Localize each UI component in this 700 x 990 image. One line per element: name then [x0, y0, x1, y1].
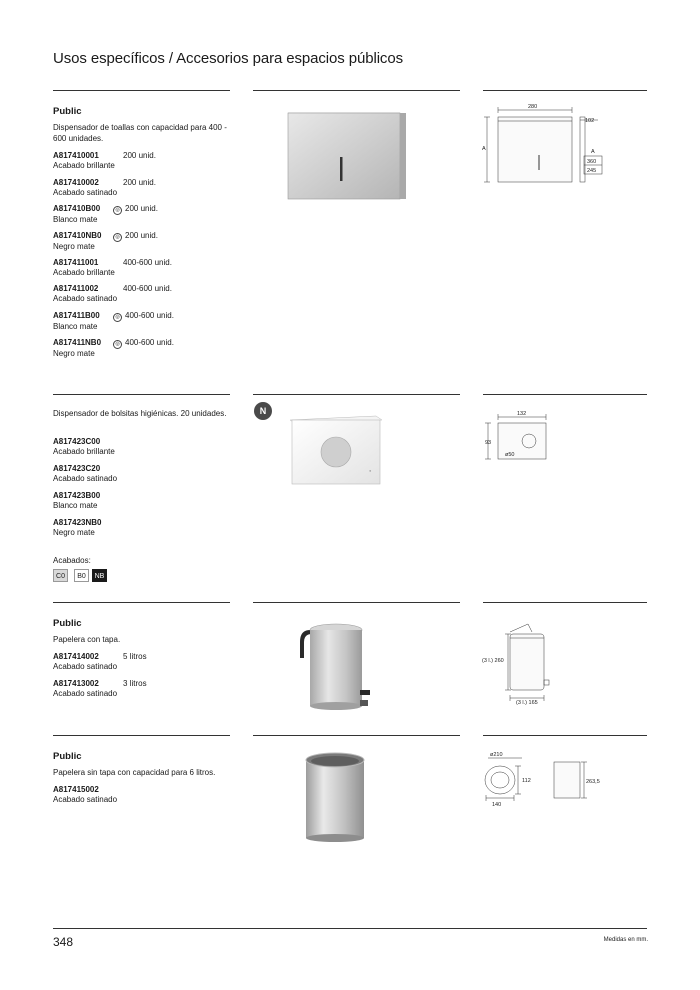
list-item	[53, 518, 228, 538]
product-qty: 200 unid.	[125, 231, 158, 240]
product-finish: Acabado brillante	[53, 268, 115, 277]
product-code: A817410NB0	[53, 231, 102, 240]
product-qty: 200 unid.	[125, 204, 158, 213]
product-finish: Blanco mate	[53, 215, 98, 224]
product-code: A817410001	[53, 151, 99, 160]
list-item	[53, 231, 228, 252]
svg-text:●: ●	[369, 468, 372, 473]
pedal-bin-image	[296, 618, 376, 714]
section-rule	[53, 602, 230, 603]
open-bin-drawing	[482, 750, 612, 808]
product-code: A817410002	[53, 178, 99, 187]
section-rule	[483, 602, 647, 603]
dim-label: (3 l.) 165	[516, 700, 538, 706]
section-heading: Public	[53, 106, 82, 117]
section-rule	[53, 394, 230, 395]
product-code: A817414002	[53, 652, 99, 661]
product-finish: Blanco mate	[53, 322, 98, 331]
eco-icon: ◎	[113, 206, 122, 215]
finish-swatch-b0: B0	[74, 569, 89, 582]
product-finish: Acabado brillante	[53, 447, 115, 456]
product-qty: 200 unid.	[123, 178, 156, 187]
eco-icon: ◎	[113, 233, 122, 242]
dim-label: (3 l.) 260	[482, 658, 504, 664]
section-rule	[483, 394, 647, 395]
product-qty: 5 litros	[123, 652, 147, 661]
section-rule	[483, 735, 647, 736]
list-item	[53, 258, 228, 278]
list-item	[53, 437, 228, 457]
product-code: A817423NB0	[53, 518, 102, 527]
product-code: A817413002	[53, 679, 99, 688]
dim-label: 280	[528, 104, 538, 110]
footer-rule	[53, 928, 647, 929]
dim-label: 132	[517, 411, 527, 417]
dim-label: 93	[485, 440, 492, 446]
product-code: A817411001	[53, 258, 99, 267]
section-rule	[53, 735, 230, 736]
list-item	[53, 464, 228, 484]
bag-dispenser-drawing	[482, 410, 562, 466]
section-heading: Public	[53, 751, 82, 762]
product-qty: 200 unid.	[123, 151, 156, 160]
list-item	[53, 178, 228, 198]
product-finish: Acabado satinado	[53, 689, 118, 698]
product-code: A817411B00	[53, 311, 100, 320]
section-rule	[53, 90, 230, 91]
product-finish: Acabado satinado	[53, 474, 118, 483]
list-item	[53, 491, 228, 511]
dim-label: 102	[585, 118, 595, 124]
product-code: A817423C00	[53, 437, 101, 446]
product-finish: Acabado brillante	[53, 161, 115, 170]
product-qty: 400-600 unid.	[123, 258, 172, 267]
section-description: Papelera sin tapa con capacidad para 6 litros.	[53, 768, 216, 777]
list-item	[53, 338, 228, 359]
product-code: A817423B00	[53, 491, 101, 500]
product-qty: 3 litros	[123, 679, 147, 688]
new-badge: N	[254, 402, 272, 420]
dim-label: 360	[587, 159, 597, 165]
dim-label: A	[482, 146, 486, 152]
section-description: Dispensador de toallas con capacidad para 400 - 600 unidades.	[53, 123, 227, 143]
product-finish: Negro mate	[53, 242, 95, 251]
finish-swatch-nb: NB	[92, 569, 107, 582]
product-qty: 400-600 unid.	[125, 338, 174, 347]
product-finish: Acabado satinado	[53, 294, 118, 303]
product-finish: Negro mate	[53, 528, 95, 537]
list-item	[53, 679, 228, 699]
section-description: Papelera con tapa.	[53, 635, 121, 644]
dim-label: 245	[587, 168, 597, 174]
section-rule	[253, 90, 460, 91]
section-rule	[253, 602, 460, 603]
list-item	[53, 311, 228, 332]
dim-label: 112	[522, 778, 531, 784]
dim-label: ø210	[490, 752, 503, 758]
product-finish: Acabado satinado	[53, 662, 118, 671]
page-title: Usos específicos / Accesorios para espacios públicos	[53, 50, 403, 67]
section-description: Dispensador de bolsitas higiénicas. 20 unidades.	[53, 409, 227, 418]
product-finish: Negro mate	[53, 349, 95, 358]
dim-label: 263,5	[586, 779, 600, 785]
product-code: A817411NB0	[53, 338, 102, 347]
product-code: A817411002	[53, 284, 99, 293]
product-finish: Acabado satinado	[53, 188, 118, 197]
product-code: A817410B00	[53, 204, 101, 213]
page-number: 348	[53, 935, 74, 949]
list-item	[53, 151, 228, 171]
dim-label: ø50	[505, 452, 515, 458]
eco-icon: ◎	[113, 313, 122, 322]
section-rule	[253, 735, 460, 736]
product-code: A817423C20	[53, 464, 101, 473]
towel-dispenser-drawing	[480, 100, 610, 192]
product-qty: 400-600 unid.	[123, 284, 172, 293]
finishes-label: Acabados:	[53, 556, 91, 565]
product-code: A817415002	[53, 785, 99, 794]
pedal-bin-drawing	[480, 618, 570, 710]
footer-note: Medidas en mm.	[603, 937, 648, 943]
dim-label: A	[591, 149, 595, 155]
open-bin-image	[300, 750, 370, 844]
finish-swatch-c0: C0	[53, 569, 68, 582]
towel-dispenser-image	[282, 105, 412, 205]
list-item	[53, 204, 228, 225]
section-rule	[483, 90, 647, 91]
product-qty: 400-600 unid.	[125, 311, 174, 320]
list-item	[53, 652, 228, 672]
section-rule	[253, 394, 460, 395]
dim-label: 140	[492, 802, 502, 808]
product-finish: Acabado satinado	[53, 795, 118, 804]
list-item	[53, 785, 228, 805]
product-finish: Blanco mate	[53, 501, 98, 510]
eco-icon: ◎	[113, 340, 122, 349]
list-item	[53, 284, 228, 304]
bag-dispenser-image	[286, 412, 386, 488]
section-heading: Public	[53, 618, 82, 629]
